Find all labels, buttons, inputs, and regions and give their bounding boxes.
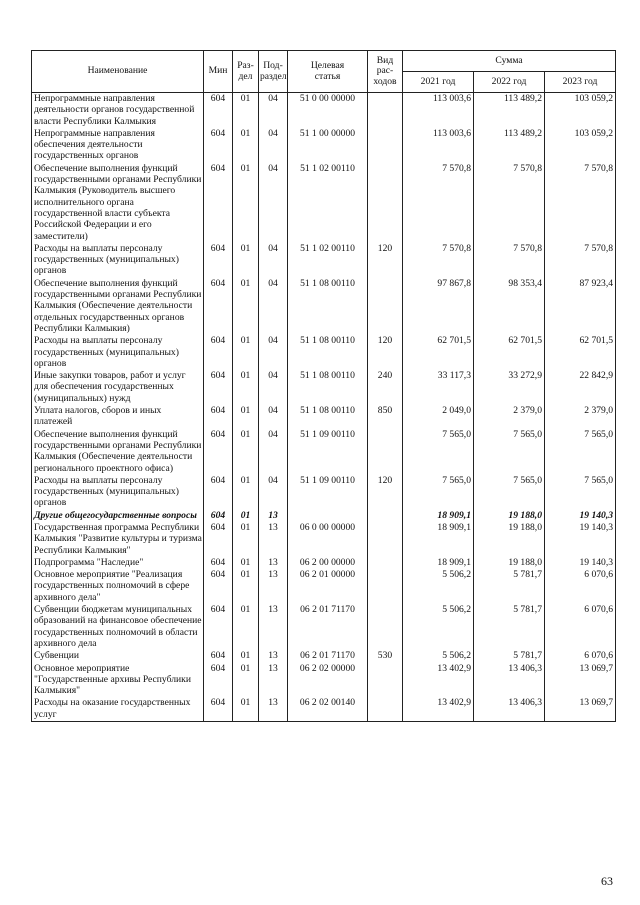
row-subsection: 04 <box>259 475 288 510</box>
row-sum-2021: 62 701,5 <box>403 335 474 370</box>
row-expense-type: 240 <box>368 370 403 405</box>
row-target: 51 1 09 00110 <box>288 429 368 475</box>
row-sum-2023: 6 070,6 <box>545 650 616 662</box>
row-name: Расходы на оказание государственных услуг <box>32 697 204 721</box>
row-expense-type <box>368 663 403 698</box>
header-ministry: Мин <box>204 51 233 93</box>
table-row <box>32 697 616 721</box>
row-sum-2022: 7 570,8 <box>474 243 545 278</box>
row-name: Основное мероприятие "Реализация государственных полномочий в сфере архивного дела" <box>32 569 204 604</box>
row-sum-2023: 7 570,8 <box>545 243 616 278</box>
row-sum-2021: 97 867,8 <box>403 278 474 335</box>
row-target: 51 1 02 00110 <box>288 243 368 278</box>
page-number: 63 <box>601 874 613 888</box>
row-ministry: 604 <box>204 243 233 278</box>
row-subsection: 04 <box>259 335 288 370</box>
row-section: 01 <box>233 370 259 405</box>
table-body <box>32 93 616 722</box>
row-sum-2022: 98 353,4 <box>474 278 545 335</box>
row-sum-2023: 6 070,6 <box>545 569 616 604</box>
row-name: Государственная программа Республики Калмыкия "Развитие культуры и туризма Республики Калмыкия" <box>32 522 204 557</box>
row-name: Непрограммные направления обеспечения деятельности государственных органов <box>32 128 204 163</box>
row-subsection: 13 <box>259 557 288 569</box>
table-row <box>32 510 616 522</box>
row-sum-2021: 13 402,9 <box>403 663 474 698</box>
row-subsection: 13 <box>259 522 288 557</box>
row-name: Расходы на выплаты персоналу государственных (муниципальных) органов <box>32 335 204 370</box>
row-section: 01 <box>233 243 259 278</box>
header-target: Целевая статья <box>288 51 368 93</box>
row-ministry: 604 <box>204 429 233 475</box>
row-name: Субвенции <box>32 650 204 662</box>
row-expense-type <box>368 93 403 128</box>
row-name: Субвенции бюджетам муниципальных образований на финансовое обеспечение государственных полномочий в области архивного дела <box>32 604 204 650</box>
row-name: Расходы на выплаты персоналу государственных (муниципальных) органов <box>32 243 204 278</box>
table-row <box>32 243 616 278</box>
row-section: 01 <box>233 522 259 557</box>
row-expense-type: 120 <box>368 335 403 370</box>
row-subsection: 04 <box>259 128 288 163</box>
header-expense-type: Вид рас- ходов <box>368 51 403 93</box>
row-expense-type: 120 <box>368 475 403 510</box>
row-target: 51 1 09 00110 <box>288 475 368 510</box>
row-target: 06 0 00 00000 <box>288 522 368 557</box>
row-sum-2022: 7 565,0 <box>474 475 545 510</box>
table-row <box>32 405 616 429</box>
row-name: Непрограммные направления деятельности органов государственной власти Республики Калмыкия <box>32 93 204 128</box>
row-name: Иные закупки товаров, работ и услуг для обеспечения государственных (муниципальных) нужд <box>32 370 204 405</box>
row-section: 01 <box>233 569 259 604</box>
row-sum-2021: 2 049,0 <box>403 405 474 429</box>
row-sum-2023: 19 140,3 <box>545 510 616 522</box>
table-row <box>32 663 616 698</box>
row-section: 01 <box>233 663 259 698</box>
row-sum-2023: 19 140,3 <box>545 522 616 557</box>
row-subsection: 04 <box>259 429 288 475</box>
row-sum-2023: 7 570,8 <box>545 163 616 243</box>
row-name: Расходы на выплаты персоналу государственных (муниципальных) органов <box>32 475 204 510</box>
row-expense-type: 850 <box>368 405 403 429</box>
row-sum-2021: 113 003,6 <box>403 93 474 128</box>
row-name: Подпрограмма "Наследие" <box>32 557 204 569</box>
table-row <box>32 163 616 243</box>
row-subsection: 04 <box>259 405 288 429</box>
row-section: 01 <box>233 163 259 243</box>
row-target: 06 2 01 00000 <box>288 569 368 604</box>
row-section: 01 <box>233 278 259 335</box>
row-name: Основное мероприятие "Государственные архивы Республики Калмыкия" <box>32 663 204 698</box>
row-sum-2023: 87 923,4 <box>545 278 616 335</box>
row-expense-type <box>368 604 403 650</box>
row-sum-2021: 7 565,0 <box>403 475 474 510</box>
row-target <box>288 510 368 522</box>
row-sum-2022: 2 379,0 <box>474 405 545 429</box>
header-year-2021: 2021 год <box>403 72 474 93</box>
row-expense-type <box>368 510 403 522</box>
row-section: 01 <box>233 557 259 569</box>
row-name: Обеспечение выполнения функций государственными органами Республики Калмыкия (Руководитель высшего исполнительного органа государственной власти субъекта Российской Федерации и его заместители) <box>32 163 204 243</box>
row-subsection: 13 <box>259 650 288 662</box>
row-sum-2021: 7 570,8 <box>403 163 474 243</box>
table-row <box>32 93 616 128</box>
row-sum-2021: 18 909,1 <box>403 510 474 522</box>
table-row <box>32 335 616 370</box>
row-sum-2023: 2 379,0 <box>545 405 616 429</box>
row-sum-2023: 19 140,3 <box>545 557 616 569</box>
row-sum-2022: 113 489,2 <box>474 93 545 128</box>
row-sum-2021: 5 506,2 <box>403 604 474 650</box>
row-sum-2023: 6 070,6 <box>545 604 616 650</box>
row-sum-2021: 7 565,0 <box>403 429 474 475</box>
row-ministry: 604 <box>204 278 233 335</box>
row-sum-2022: 5 781,7 <box>474 650 545 662</box>
row-section: 01 <box>233 604 259 650</box>
row-target: 51 1 08 00110 <box>288 370 368 405</box>
row-name: Другие общегосударственные вопросы <box>32 510 204 522</box>
row-sum-2022: 19 188,0 <box>474 510 545 522</box>
row-section: 01 <box>233 429 259 475</box>
row-sum-2021: 33 117,3 <box>403 370 474 405</box>
row-sum-2022: 113 489,2 <box>474 128 545 163</box>
table-row <box>32 650 616 662</box>
row-target: 51 0 00 00000 <box>288 93 368 128</box>
table-row <box>32 557 616 569</box>
row-ministry: 604 <box>204 697 233 721</box>
header-year-2023: 2023 год <box>545 72 616 93</box>
row-sum-2021: 7 570,8 <box>403 243 474 278</box>
row-subsection: 13 <box>259 604 288 650</box>
row-sum-2023: 13 069,7 <box>545 663 616 698</box>
row-sum-2023: 13 069,7 <box>545 697 616 721</box>
row-target: 06 2 00 00000 <box>288 557 368 569</box>
row-target: 51 1 08 00110 <box>288 405 368 429</box>
row-subsection: 04 <box>259 243 288 278</box>
row-name: Уплата налогов, сборов и иных платежей <box>32 405 204 429</box>
row-expense-type <box>368 569 403 604</box>
row-target: 51 1 02 00110 <box>288 163 368 243</box>
row-sum-2023: 22 842,9 <box>545 370 616 405</box>
row-ministry: 604 <box>204 663 233 698</box>
row-target: 51 1 00 00000 <box>288 128 368 163</box>
row-subsection: 13 <box>259 569 288 604</box>
row-sum-2021: 113 003,6 <box>403 128 474 163</box>
row-expense-type: 530 <box>368 650 403 662</box>
row-section: 01 <box>233 475 259 510</box>
row-sum-2022: 62 701,5 <box>474 335 545 370</box>
row-sum-2023: 62 701,5 <box>545 335 616 370</box>
table-row <box>32 128 616 163</box>
row-target: 06 2 01 71170 <box>288 650 368 662</box>
row-subsection: 04 <box>259 370 288 405</box>
row-ministry: 604 <box>204 370 233 405</box>
row-expense-type <box>368 278 403 335</box>
table-row <box>32 278 616 335</box>
row-sum-2022: 33 272,9 <box>474 370 545 405</box>
row-ministry: 604 <box>204 650 233 662</box>
row-ministry: 604 <box>204 163 233 243</box>
table-row <box>32 475 616 510</box>
row-subsection: 04 <box>259 163 288 243</box>
row-sum-2021: 5 506,2 <box>403 569 474 604</box>
row-sum-2023: 103 059,2 <box>545 93 616 128</box>
row-target: 06 2 02 00140 <box>288 697 368 721</box>
row-name: Обеспечение выполнения функций государственными органами Республики Калмыкия (Обеспечение деятельности отдельных государственных органов Республики Калмыкия) <box>32 278 204 335</box>
row-section: 01 <box>233 93 259 128</box>
table-row <box>32 569 616 604</box>
row-subsection: 04 <box>259 93 288 128</box>
row-sum-2021: 18 909,1 <box>403 522 474 557</box>
row-expense-type: 120 <box>368 243 403 278</box>
row-ministry: 604 <box>204 93 233 128</box>
row-ministry: 604 <box>204 510 233 522</box>
row-sum-2022: 19 188,0 <box>474 557 545 569</box>
row-expense-type <box>368 429 403 475</box>
row-sum-2023: 103 059,2 <box>545 128 616 163</box>
row-expense-type <box>368 522 403 557</box>
row-section: 01 <box>233 650 259 662</box>
row-sum-2023: 7 565,0 <box>545 429 616 475</box>
row-section: 01 <box>233 405 259 429</box>
row-ministry: 604 <box>204 128 233 163</box>
row-subsection: 13 <box>259 510 288 522</box>
row-expense-type <box>368 163 403 243</box>
row-sum-2022: 7 570,8 <box>474 163 545 243</box>
row-sum-2022: 5 781,7 <box>474 569 545 604</box>
row-expense-type <box>368 128 403 163</box>
header-sum: Сумма <box>403 51 616 72</box>
header-name: Наименование <box>32 51 204 93</box>
row-target: 06 2 02 00000 <box>288 663 368 698</box>
table-row <box>32 604 616 650</box>
row-section: 01 <box>233 510 259 522</box>
row-sum-2022: 19 188,0 <box>474 522 545 557</box>
row-ministry: 604 <box>204 604 233 650</box>
row-sum-2022: 5 781,7 <box>474 604 545 650</box>
row-target: 06 2 01 71170 <box>288 604 368 650</box>
budget-table <box>31 50 616 722</box>
row-subsection: 13 <box>259 663 288 698</box>
row-subsection: 13 <box>259 697 288 721</box>
table-row <box>32 370 616 405</box>
row-target: 51 1 08 00110 <box>288 335 368 370</box>
row-sum-2021: 13 402,9 <box>403 697 474 721</box>
row-ministry: 604 <box>204 557 233 569</box>
row-ministry: 604 <box>204 405 233 429</box>
row-sum-2023: 7 565,0 <box>545 475 616 510</box>
row-ministry: 604 <box>204 569 233 604</box>
row-sum-2022: 7 565,0 <box>474 429 545 475</box>
header-section: Раз- дел <box>233 51 259 93</box>
row-sum-2021: 5 506,2 <box>403 650 474 662</box>
table-row <box>32 429 616 475</box>
header-subsection: Под- раздел <box>259 51 288 93</box>
row-ministry: 604 <box>204 335 233 370</box>
table-row <box>32 522 616 557</box>
row-ministry: 604 <box>204 475 233 510</box>
row-sum-2022: 13 406,3 <box>474 663 545 698</box>
row-sum-2021: 18 909,1 <box>403 557 474 569</box>
row-target: 51 1 08 00110 <box>288 278 368 335</box>
row-section: 01 <box>233 697 259 721</box>
row-section: 01 <box>233 335 259 370</box>
row-expense-type <box>368 697 403 721</box>
row-sum-2022: 13 406,3 <box>474 697 545 721</box>
row-section: 01 <box>233 128 259 163</box>
row-name: Обеспечение выполнения функций государственными органами Республики Калмыкия (Обеспечение деятельности регионального проектного офиса) <box>32 429 204 475</box>
header-year-2022: 2022 год <box>474 72 545 93</box>
row-subsection: 04 <box>259 278 288 335</box>
row-expense-type <box>368 557 403 569</box>
row-ministry: 604 <box>204 522 233 557</box>
